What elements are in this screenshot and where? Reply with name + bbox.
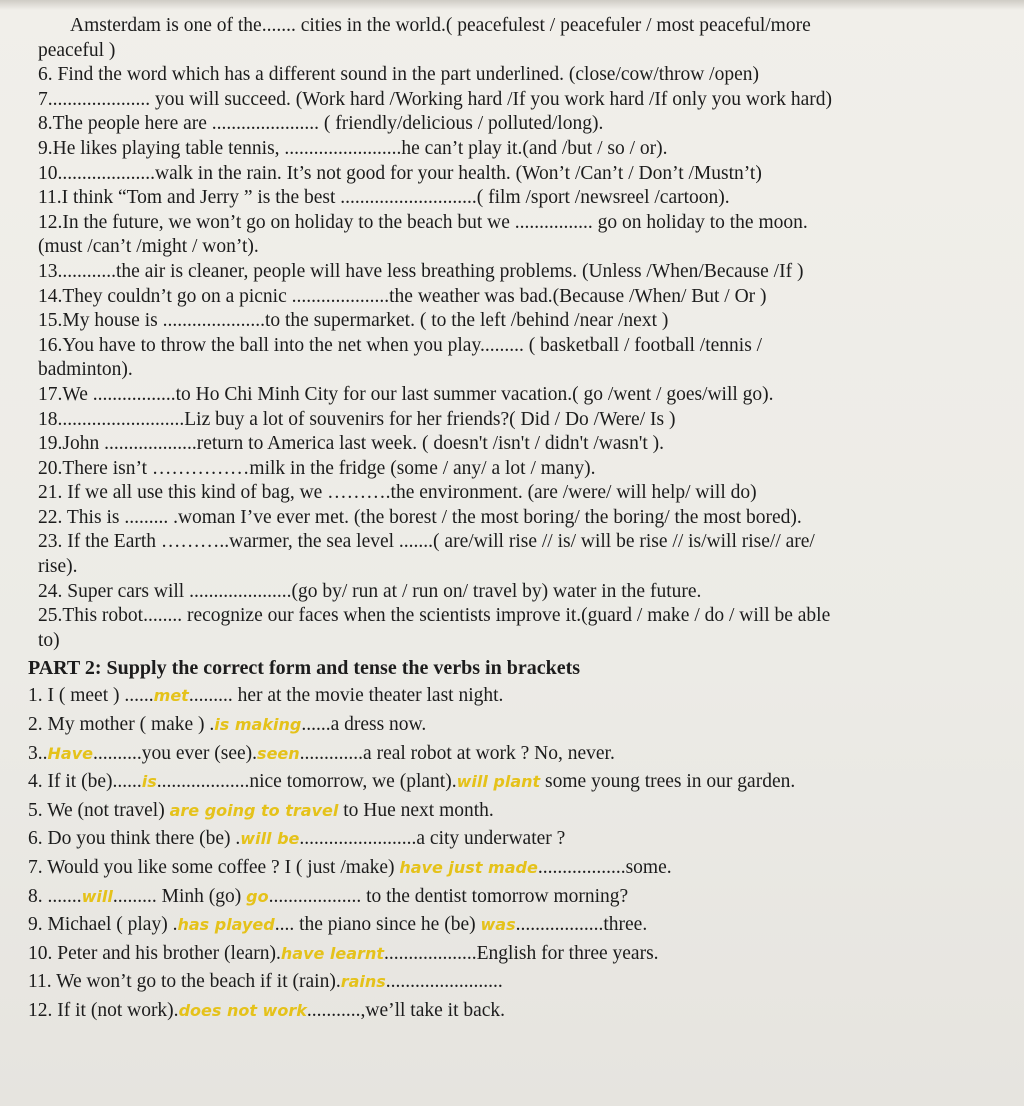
- handwritten-answer: rains: [340, 972, 386, 992]
- page-fold-shadow: [0, 0, 1024, 10]
- question-line: 24. Super cars will .....................(go by/ run at / run on/ travel by) water in the future.: [38, 580, 702, 602]
- handwritten-answer: was: [480, 915, 516, 935]
- exercise-line: 12. If it (not work).does not work...........,we’ll take it back.: [28, 999, 506, 1021]
- question-line: 8.The people here are ...................... ( friendly/delicious / polluted/long).: [38, 113, 604, 135]
- question-line: 14.They couldn’t go on a picnic ....................the weather was bad.(Because /When/ But / Or ): [38, 285, 767, 307]
- handwritten-answer: seen: [257, 743, 300, 763]
- question-line: 23. If the Earth ………..warmer, the sea level .......( are/will rise // is/ will be rise // is/will rise// are/: [38, 531, 815, 553]
- handwritten-answer: will plant: [456, 772, 541, 792]
- question-line: rise).: [38, 556, 78, 578]
- question-line: Amsterdam is one of the....... cities in the world.( peacefulest / peacefuler / most peaceful/more: [70, 15, 811, 36]
- question-line: 20.There isn’t ……………milk in the fridge (some / any/ a lot / many).: [38, 457, 596, 479]
- question-line: 15.My house is .....................to the supermarket. ( to the left /behind /near /next ): [38, 310, 669, 332]
- part1-section: [38, 14, 1006, 653]
- handwritten-answer: have learnt: [280, 943, 384, 963]
- question-line: peaceful ): [38, 39, 116, 61]
- handwritten-answer: has played: [177, 915, 275, 935]
- question-line: 21. If we all use this kind of bag, we ……….the environment. (are /were/ will help/ will do): [38, 482, 757, 504]
- exercise-line: 4. If it (be)......is...................nice tomorrow, we (plant).will plant some young trees in our garden.: [28, 771, 796, 793]
- handwritten-answer: will be: [240, 829, 300, 849]
- part2-heading: PART 2: Supply the correct form and tense the verbs in brackets: [28, 657, 581, 680]
- question-line: 10....................walk in the rain. It’s not good for your health. (Won’t /Can’t / Don’t /Mustn’t): [38, 162, 762, 184]
- handwritten-answer: go: [246, 886, 269, 906]
- handwritten-answer: does not work: [178, 1000, 307, 1020]
- question-line: to): [38, 629, 60, 651]
- exercise-line: 11. We won’t go to the beach if it (rain).rains........................: [28, 971, 503, 993]
- question-line: 19.John ...................return to America last week. ( doesn't /isn't / didn't /wasn't ).: [38, 433, 665, 455]
- question-line: 6. Find the word which has a different sound in the part underlined. (close/cow/throw /open): [38, 64, 759, 86]
- question-line: 25.This robot........ recognize our faces when the scientists improve it.(guard / make / do / will be able: [38, 605, 831, 627]
- question-line: 11.I think “Tom and Jerry ” is the best ............................( film /sport /newsreel /cartoon).: [38, 187, 730, 209]
- exercise-line: 10. Peter and his brother (learn).have learnt...................English for three years.: [28, 942, 659, 964]
- question-line: 12.In the future, we won’t go on holiday to the beach but we ................ go on holiday to the moon.: [38, 211, 808, 233]
- question-line: 7..................... you will succeed. (Work hard /Working hard /If you work hard /If only you work hard): [38, 88, 833, 110]
- handwritten-answer: is making: [214, 715, 302, 735]
- handwritten-answer: Have: [47, 743, 93, 763]
- question-line: 22. This is ......... .woman I’ve ever met. (the borest / the most boring/ the boring/ the most bored).: [38, 506, 802, 528]
- question-line: (must /can’t /might / won’t).: [38, 236, 259, 258]
- exercise-line: 2. My mother ( make ) .is making......a dress now.: [28, 714, 427, 736]
- question-line: 16.You have to throw the ball into the net when you play......... ( basketball / football /tennis /: [38, 334, 763, 356]
- question-line: 18..........................Liz buy a lot of souvenirs for her friends?( Did / Do /Were/ Is ): [38, 408, 676, 430]
- question-line: 13............the air is cleaner, people will have less breathing problems. (Unless /When/Because /If ): [38, 260, 804, 282]
- question-line: badminton).: [38, 359, 133, 381]
- handwritten-answer: is: [141, 772, 157, 792]
- handwritten-answer: have just made: [399, 858, 538, 877]
- handwritten-answer: are going to travel: [169, 800, 339, 820]
- exercise-line: 6. Do you think there (be) .will be........................a city underwater ?: [28, 828, 566, 850]
- exercise-line: 8. .......will......... Minh (go) go................... to the dentist tomorrow morning?: [28, 885, 629, 907]
- exercise-line: 9. Michael ( play) .has played.... the piano since he (be) was..................three.: [28, 914, 648, 936]
- handwritten-answer: will: [81, 886, 113, 906]
- exercise-line: 3..Have..........you ever (see).seen.............a real robot at work ? No, never.: [28, 742, 615, 764]
- exercise-line: 5. We (not travel) are going to travel to Hue next month.: [28, 799, 494, 821]
- part2-section: [28, 682, 1006, 1025]
- handwritten-answer: met: [153, 686, 189, 706]
- exercise-line: 1. I ( meet ) ......met......... her at the movie theater last night.: [28, 685, 504, 707]
- question-line: 17.We .................to Ho Chi Minh City for our last summer vacation.( go /went / goes/will go).: [38, 383, 774, 405]
- exercise-line: 7. Would you like some coffee ? I ( just /make) have just made..................some.: [28, 857, 672, 878]
- question-line: 9.He likes playing table tennis, ........................he can’t play it.(and /but / so / or).: [38, 137, 668, 159]
